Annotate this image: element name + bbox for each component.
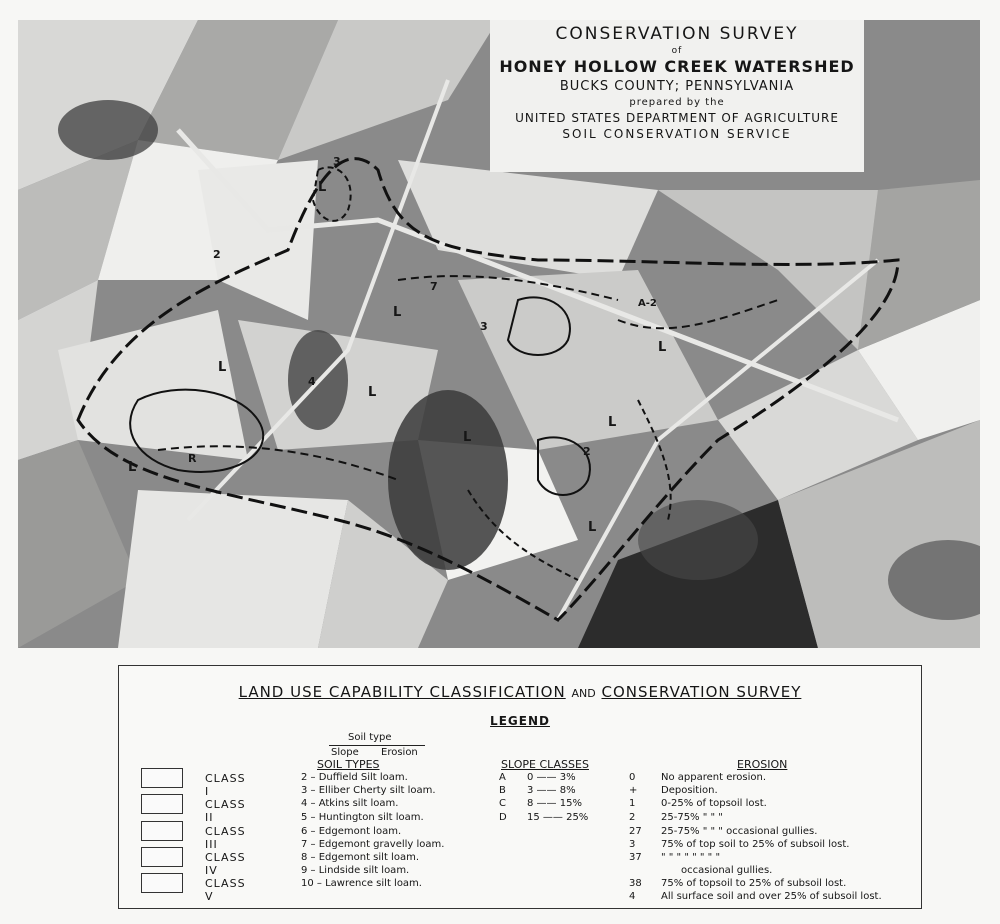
legend-title-part2: CONSERVATION SURVEY [601,683,802,701]
legend-title-part1: LAND USE CAPABILITY CLASSIFICATION [238,683,566,701]
service: SOIL CONSERVATION SERVICE [562,127,792,141]
class-label: CLASS III [205,825,246,851]
map-label: L [318,180,327,195]
erosion-item [629,826,817,837]
erosion-text: All surface soil and over 25% of subsoil lost. [661,891,882,902]
erosion-item [629,878,846,889]
soil-type-item: 6 – Edgemont loam. [301,826,402,837]
legend-panel [118,665,922,909]
class-swatch [141,847,183,867]
map-label: 2 [583,445,591,458]
slope-range: 3 —— 8% [527,785,576,796]
prepared-by: prepared by the [629,97,725,108]
erosion-text: 75% of topsoil to 25% of subsoil lost. [661,878,847,889]
slope-code: D [499,812,507,823]
erosion-text: 25-75% " " " [661,812,723,823]
erosion-text: No apparent erosion. [661,772,766,783]
erosion-item [629,839,849,850]
erosion-code: 3 [629,839,636,850]
slope-class-item [499,798,601,809]
department: UNITED STATES DEPARTMENT OF AGRICULTURE [515,111,839,125]
key-slope: Slope [331,747,359,758]
class-label: CLASS V [205,877,246,903]
county-state: BUCKS COUNTY; PENNSYLVANIA [559,79,795,94]
legend-title [119,683,921,701]
slope-range: 0 —— 3% [527,772,576,783]
soil-type-item: 4 – Atkins silt loam. [301,798,399,809]
erosion-code: + [629,785,638,796]
erosion-code: 4 [629,891,636,902]
map-label: L [658,340,667,355]
erosion-code: 2 [629,812,636,823]
class-swatch [141,873,183,893]
legend-title-and: AND [571,687,596,700]
map-label: L [608,415,617,430]
erosion-text: " " " " " " " " [661,852,721,863]
key-erosion: Erosion [381,747,418,758]
slope-range: 8 —— 15% [527,798,582,809]
erosion-code: 37 [629,852,642,863]
soil-type-item: 9 – Lindside silt loam. [301,865,410,876]
soil-type-item: 8 – Edgemont silt loam. [301,852,419,863]
map-label: 4 [308,375,316,388]
soil-type-item: 5 – Huntington silt loam. [301,812,424,823]
class-label: CLASS II [205,798,246,824]
erosion-code: 27 [629,826,642,837]
class-swatch [141,794,183,814]
soil-type-item: 3 – Elliber Cherty silt loam. [301,785,436,796]
slope-range: 15 —— 25% [527,812,589,823]
erosion-code: 38 [629,878,642,889]
erosion-item [629,812,723,823]
map-title-box [490,20,864,172]
soil-type-item: 2 – Duffield Silt loam. [301,772,408,783]
class-label: CLASS IV [205,851,246,877]
map-label: 2 [213,248,221,261]
map-label: 3 [480,320,488,333]
soil-type-item: 10 – Lawrence silt loam. [301,878,422,889]
erosion-item [629,798,767,809]
title-of: of [671,46,683,56]
key-divider [329,745,425,746]
slope-code: C [499,798,506,809]
legend-subtitle: LEGEND [490,714,550,728]
watershed-name: HONEY HOLLOW CREEK WATERSHED [499,57,855,76]
slope-classes-header: SLOPE CLASSES [501,758,589,771]
erosion-code: 0 [629,772,636,783]
map-label: 3 [333,155,341,168]
erosion-item [629,891,882,902]
map-label: L [588,520,597,535]
map-label: L [393,305,402,320]
map-label: R [188,452,197,465]
map-label: L [128,460,137,475]
map-label: L [218,360,227,375]
key-soil-type: Soil type [348,732,392,743]
map-label: A-2 [638,298,657,309]
class-swatch [141,821,183,841]
erosion-code: 1 [629,798,636,809]
slope-class-item [499,812,601,823]
erosion-item [629,865,772,876]
class-label: CLASS I [205,772,246,798]
erosion-header: EROSION [737,758,788,771]
erosion-item [629,785,718,796]
class-swatch [141,768,183,788]
map-label: 7 [430,280,438,293]
soil-type-item: 7 – Edgemont gravelly loam. [301,839,445,850]
erosion-item [629,852,720,863]
erosion-text: 75% of top soil to 25% of subsoil lost. [661,839,850,850]
slope-class-item [499,785,601,796]
soil-types-header: SOIL TYPES [317,758,380,771]
slope-class-item [499,772,601,783]
erosion-text: occasional gullies. [681,865,773,876]
erosion-text: 25-75% " " " occasional gullies. [661,826,818,837]
survey-title: CONSERVATION SURVEY [555,24,799,44]
erosion-text: 0-25% of topsoil lost. [661,798,767,809]
slope-code: A [499,772,506,783]
slope-code: B [499,785,506,796]
map-label: L [368,385,377,400]
map-label: L [463,430,472,445]
erosion-item [629,772,766,783]
erosion-text: Deposition. [661,785,718,796]
